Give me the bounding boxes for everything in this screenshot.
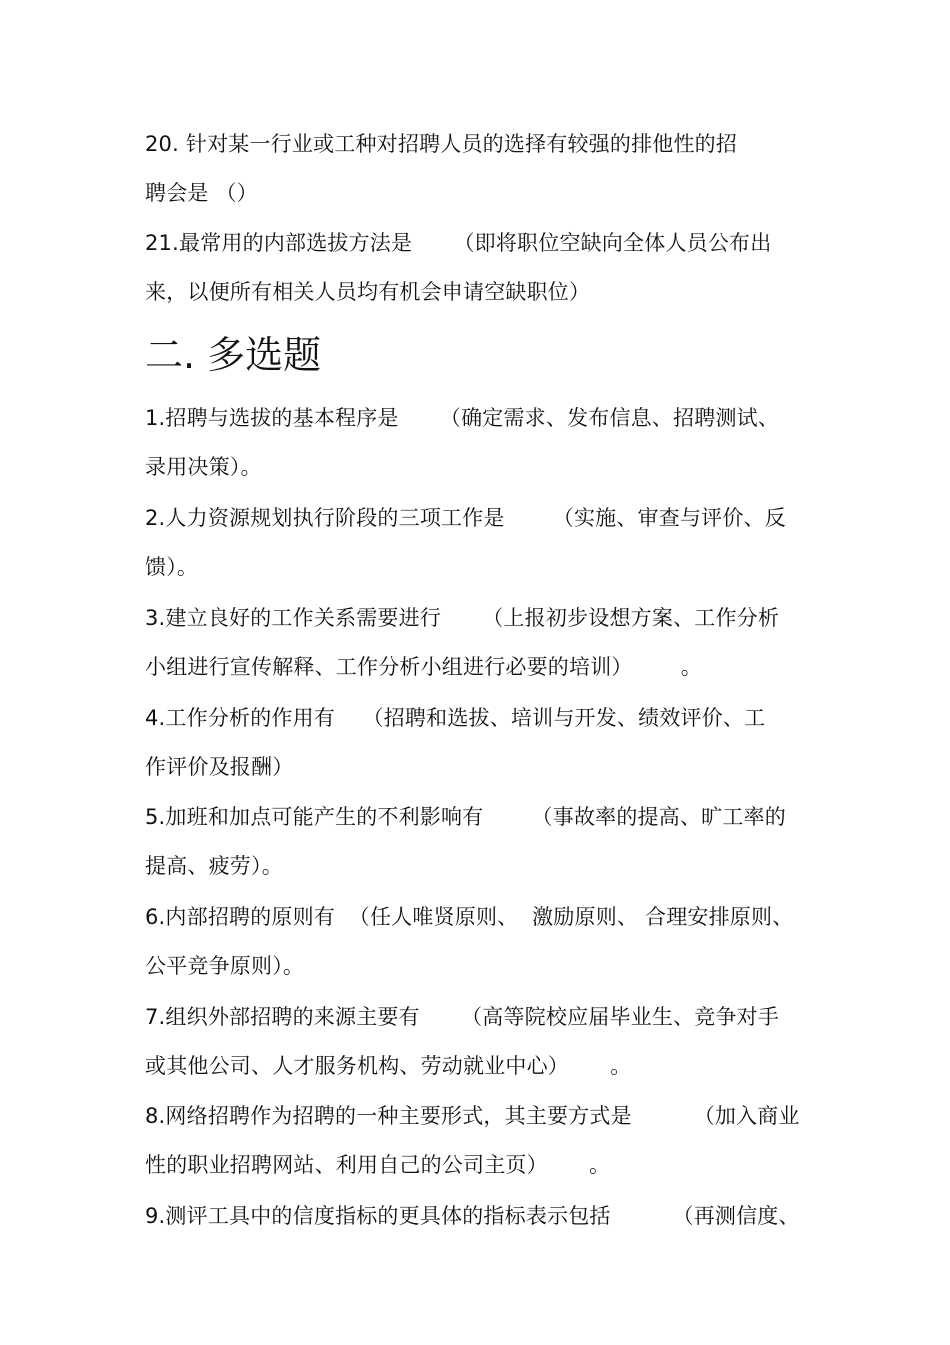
question-21-line-1: 21.最常用的内部选拔方法是 （即将职位空缺向全体人员公布出 (145, 231, 772, 255)
multi-question-9-line-1: 9.测评工具中的信度指标的更具体的指标表示包括 （再测信度、 (145, 1204, 800, 1228)
multi-question-2-line-2: 馈）。 (145, 555, 199, 579)
question-20-line-1: 20. 针对某一行业或工种对招聘人员的选择有较强的排他性的招 (145, 132, 738, 156)
multi-question-1-line-1: 1.招聘与选拔的基本程序是 （确定需求、发布信息、招聘测试、 (145, 406, 780, 430)
multi-question-2-line-1: 2.人力资源规划执行阶段的三项工作是 （实施、审查与评价、反 (145, 506, 786, 530)
section-heading: 二. 多选题 (145, 333, 322, 377)
question-20-line-2: 聘会是 （） (145, 181, 258, 205)
multi-question-8-line-2: 性的职业招聘网站、利用自己的公司主页） 。 (145, 1153, 611, 1177)
multi-question-8-line-1: 8.网络招聘作为招聘的一种主要形式，其主要方式是 （加入商业 (145, 1104, 800, 1128)
multi-question-3-line-1: 3.建立良好的工作关系需要进行 （上报初步设想方案、工作分析 (145, 606, 780, 630)
multi-question-3-line-2: 小组进行宣传解释、工作分析小组进行必要的培训） 。 (145, 655, 702, 679)
multi-question-7-line-1: 7.组织外部招聘的来源主要有 （高等院校应届毕业生、竞争对手 (145, 1005, 780, 1029)
multi-question-4-line-2: 作评价及报酬） (145, 755, 294, 779)
multi-question-4-line-1: 4.工作分析的作用有 （招聘和选拔、培训与开发、绩效评价、工 (145, 706, 766, 730)
multi-question-5-line-1: 5.加班和加点可能产生的不利影响有 （事故率的提高、旷工率的 (145, 805, 786, 829)
question-21-line-2: 来，以便所有相关人员均有机会申请空缺职位） (145, 280, 591, 304)
multi-question-1-line-2: 录用决策）。 (145, 455, 262, 479)
multi-question-6-line-1: 6.内部招聘的原则有 （任人唯贤原则、 激励原则、 合理安排原则、 (145, 905, 794, 929)
multi-question-7-line-2: 或其他公司、人才服务机构、劳动就业中心） 。 (145, 1054, 632, 1078)
multi-question-6-line-2: 公平竞争原则）。 (145, 954, 305, 978)
multi-question-5-line-2: 提高、疲劳）。 (145, 854, 283, 878)
